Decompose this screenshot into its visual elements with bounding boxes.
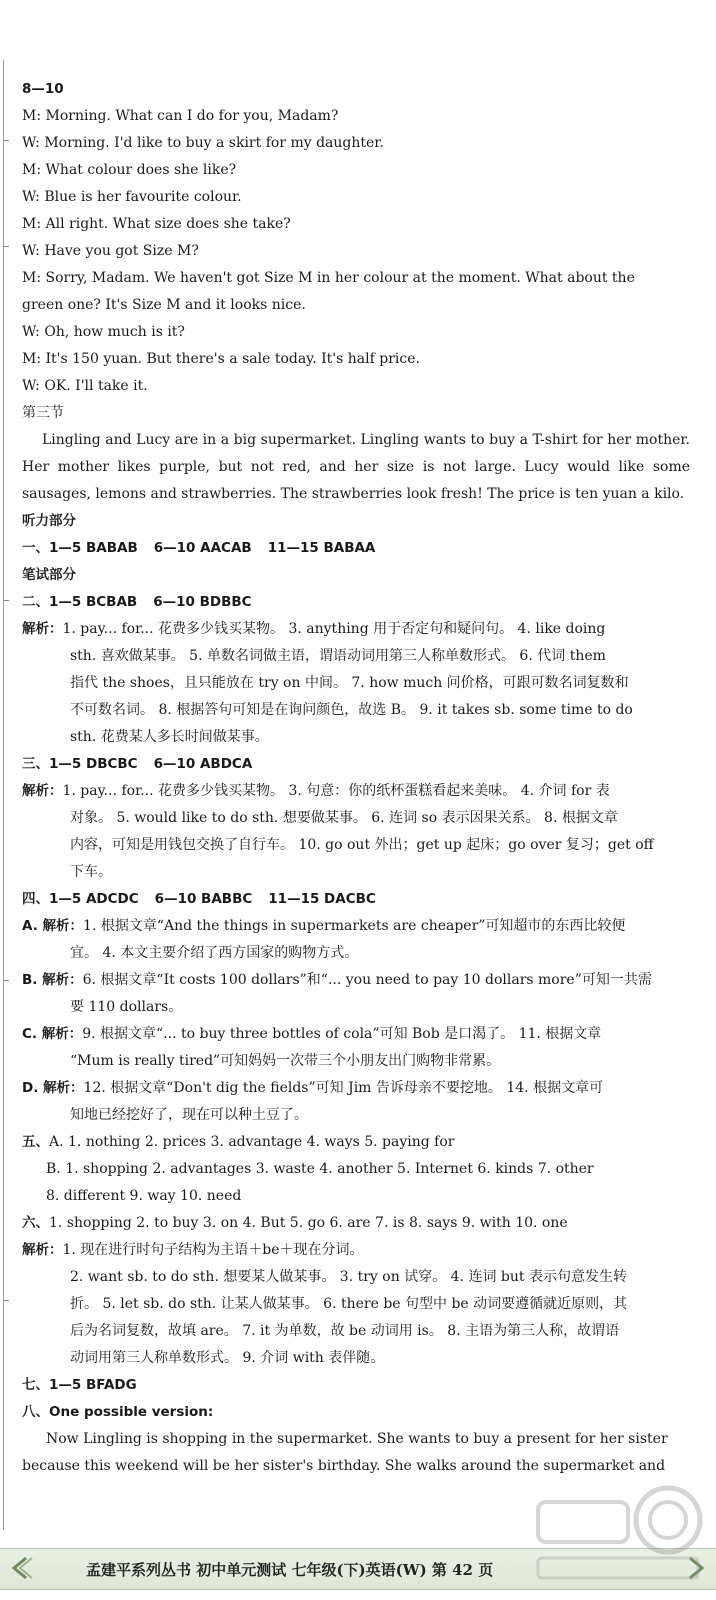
part6-analysis	[22, 1237, 690, 1372]
analysis-line: 要 110 dollars。	[70, 999, 183, 1015]
answer-group: 6—10 ABDCA	[153, 756, 253, 772]
analysis-line: 9. 根据文章“... to buy three bottles of cola”可知 Bob 是口渴了。 11. 根据文章	[82, 1026, 602, 1042]
analysis-line: 折。 5. let sb. do sth. 让某人做某事。 6. there be 句型中 be 动词要遵循就近原则，其	[70, 1296, 628, 1312]
row-label: 四、	[22, 891, 49, 907]
answer-group: 11—15 DACBC	[268, 891, 376, 907]
dialogue-line: W: Oh, how much is it?	[22, 324, 185, 340]
part3-answers	[22, 751, 690, 778]
dialogue-line: M: All right. What size does she take?	[22, 216, 291, 232]
dialogue-line: green one? It's Size M and it looks nice.	[22, 297, 306, 313]
analysis-label: B. 解析：	[22, 972, 83, 988]
section-heading-3: 第三节	[22, 405, 64, 421]
analysis-line: 1. 根据文章“And the things in supermarkets are cheaper”可知超市的东西比较便	[83, 918, 626, 934]
border-tick	[3, 140, 9, 141]
chevron-left-icon	[8, 1555, 34, 1581]
sample-line: Now Lingling is shopping in the supermarket. She wants to buy a present for her sister	[46, 1431, 668, 1447]
analysis-line: 12. 根据文章“Don't dig the fields”可知 Jim 告诉母亲不要挖地。 14. 根据文章可	[83, 1080, 604, 1096]
listening-heading: 听力部分	[22, 513, 76, 529]
analysis-line: sth. 喜欢做某事。 5. 单数名词做主语，谓语动词用第三人称单数形式。 6. 代词 them	[70, 648, 606, 664]
answer-group: 1—5 BCBAB	[49, 594, 138, 610]
answer-group: 6—10 BABBC	[154, 891, 253, 907]
sample-title: One possible version:	[49, 1404, 214, 1420]
answer-group: 11—15 BABAA	[267, 540, 376, 556]
part4-analysis	[22, 913, 690, 1129]
part3-analysis	[22, 778, 690, 886]
analysis-line: 知地已经挖好了，现在可以种土豆了。	[70, 1107, 308, 1123]
analysis-line: 1. pay... for... 花费多少钱买某物。 3. 句意：你的纸杯蛋糕看起来美味。 4. 介词 for 表	[62, 783, 610, 799]
analysis-label: C. 解析：	[22, 1026, 83, 1042]
analysis-label: D. 解析：	[22, 1080, 84, 1096]
answer-group: 1—5 ADCDC	[49, 891, 139, 907]
answer-page	[22, 76, 690, 1480]
border-tick	[3, 1300, 9, 1301]
dialogue-line: M: What colour does she like?	[22, 162, 237, 178]
analysis-line: 动词用第三人称单数形式。 9. 介词 with 表伴随。	[70, 1350, 385, 1366]
dialogue-line: W: Morning. I'd like to buy a skirt for my daughter.	[22, 135, 384, 151]
analysis-line: “Mum is really tired”可知妈妈一次带三个小朋友出门购物非常累。	[70, 1053, 501, 1069]
row-label: 一、	[22, 540, 49, 556]
part5-answers-a	[22, 1129, 690, 1156]
border-tick	[3, 246, 9, 247]
page-left-border	[3, 60, 4, 1530]
dialogue-line: W: Blue is her favourite colour.	[22, 189, 242, 205]
row-label: 八、	[22, 1404, 49, 1420]
analysis-line: 1. 现在进行时句子结构为主语＋be＋现在分词。	[62, 1242, 364, 1258]
row-label: 五、	[22, 1134, 49, 1150]
analysis-label: 解析：	[22, 783, 63, 799]
part5-answers-b: B. 1. shopping 2. advantages 3. waste 4. another 5. Internet 6. kinds 7. other	[46, 1161, 594, 1177]
answer-group: 6—10 BDBBC	[153, 594, 252, 610]
row-label: 三、	[22, 756, 49, 772]
row-label: 七、	[22, 1377, 49, 1393]
analysis-line: 对象。 5. would like to do sth. 想要做某事。 6. 连词 so 表示因果关系。 8. 根据文章	[70, 810, 618, 826]
listening-answers	[22, 535, 690, 562]
answer-line: A. 1. nothing 2. prices 3. advantage 4. ways 5. paying for	[49, 1134, 455, 1150]
analysis-line: 不可数名词。 8. 根据答句可知是在询问颜色，故选 B。 9. it takes sb. some time to do	[70, 702, 633, 718]
analysis-line: 2. want sb. to do sth. 想要某人做某事。 3. try on 试穿。 4. 连词 but 表示句意发生转	[70, 1269, 627, 1285]
analysis-label: 解析：	[22, 621, 63, 637]
section-heading-8-10: 8—10	[22, 81, 64, 97]
dialogue-line: M: Sorry, Madam. We haven't got Size M in her colour at the moment. What about the	[22, 270, 635, 286]
analysis-label: A. 解析：	[22, 918, 84, 934]
dialogue-line: M: Morning. What can I do for you, Madam?	[22, 108, 339, 124]
analysis-line: 内容，可知是用钱包交换了自行车。 10. go out 外出；get up 起床；go over 复习；get off	[70, 837, 654, 853]
dialogue-line: M: It's 150 yuan. But there's a sale today. It's half price.	[22, 351, 420, 367]
answer-group: 1—5 BFADG	[49, 1377, 137, 1393]
answer-line: 1. shopping 2. to buy 3. on 4. But 5. go 6. are 7. is 8. says 9. with 10. one	[49, 1215, 568, 1231]
answer-group: 1—5 BABAB	[49, 540, 138, 556]
sample-line: because this weekend will be her sister's birthday. She walks around the supermarket and	[22, 1458, 666, 1474]
watermark-logo-icon	[518, 1480, 708, 1590]
analysis-line: 1. pay... for... 花费多少钱买某物。 3. anything 用于否定句和疑问句。 4. like doing	[62, 621, 606, 637]
row-label: 二、	[22, 594, 49, 610]
analysis-line: 后为名词复数，故填 are。 7. it 为单数，故 be 动词用 is。 8. 主语为第三人称，故谓语	[70, 1323, 620, 1339]
row-label: 六、	[22, 1215, 49, 1231]
analysis-line: 指代 the shoes，且只能放在 try on 中间。 7. how much 问价格，可跟可数名词复数和	[70, 675, 629, 691]
part6-answers	[22, 1210, 690, 1237]
analysis-line: 6. 根据文章“It costs 100 dollars”和“... you need to pay 10 dollars more”可知一共需	[82, 972, 652, 988]
answer-group: 1—5 DBCBC	[49, 756, 138, 772]
dialogue-8-10	[22, 103, 690, 400]
part8-heading	[22, 1399, 690, 1426]
part5-answers-c: 8. different 9. way 10. need	[46, 1188, 242, 1204]
analysis-line: 宜。 4. 本文主要介绍了西方国家的购物方式。	[70, 945, 359, 961]
part2-answers	[22, 589, 690, 616]
answer-group: 6—10 AACAB	[153, 540, 252, 556]
analysis-label: 解析：	[22, 1242, 63, 1258]
part2-analysis	[22, 616, 690, 751]
footer-text: 孟建平系列丛书 初中单元测试 七年级(下)英语(W) 第 42 页	[86, 1561, 494, 1579]
border-tick	[3, 600, 9, 601]
written-heading: 笔试部分	[22, 567, 76, 583]
analysis-line: 下车。	[70, 864, 112, 880]
section-3-paragraph: Lingling and Lucy are in a big supermarket. Lingling wants to buy a T-shirt for her mother. Her mother likes purple, but not red, and her size is not large. Lucy would like some sausages, lemons and strawberries. The strawberries look fresh! The price is ten yuan a kilo.	[22, 432, 690, 502]
dialogue-line: W: OK. I'll take it.	[22, 378, 148, 394]
analysis-line: sth. 花费某人多长时间做某事。	[70, 729, 269, 745]
part4-answers	[22, 886, 690, 913]
part7-answers	[22, 1372, 690, 1399]
dialogue-line: W: Have you got Size M?	[22, 243, 199, 259]
border-tick	[3, 980, 9, 981]
